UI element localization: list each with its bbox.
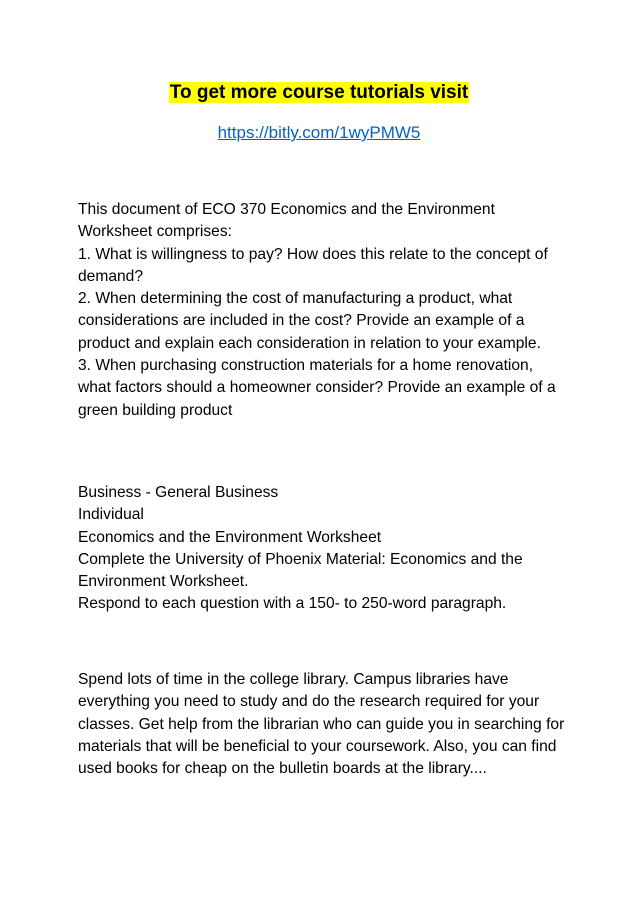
question-3: 3. When purchasing construction materials for a home renovation, what factors should a homeowner consider? Provide an example of a green building product xyxy=(78,357,556,419)
assignment-type: Individual xyxy=(78,506,144,524)
question-2: 2. When determining the cost of manufacturing a product, what considerations are included in the cost? Provide an example of a product and explain each consideration in relation to your example. xyxy=(78,290,541,352)
assignment-requirement: Respond to each question with a 150- to 250-word paragraph. xyxy=(78,595,507,613)
question-1: 1. What is willingness to pay? How does this relate to the concept of demand? xyxy=(78,245,548,285)
intro-paragraph: This document of ECO 370 Economics and the Environment Worksheet comprises: xyxy=(78,201,495,241)
assignment-title: Economics and the Environment Worksheet xyxy=(78,528,382,546)
tutorial-link-container xyxy=(0,121,638,145)
intro-section xyxy=(78,199,568,422)
tutorial-link[interactable]: https://bitly.com/1wyPMW5 xyxy=(217,123,421,142)
page-title-text: To get more course tutorials visit xyxy=(169,82,469,103)
assignment-instruction: Complete the University of Phoenix Material: Economics and the Environment Worksheet. xyxy=(78,550,523,591)
page-title xyxy=(0,80,638,106)
library-section xyxy=(78,669,568,780)
business-category: Business - General Business xyxy=(78,484,279,501)
library-paragraph: Spend lots of time in the college library. Campus libraries have everything you need to study and do the research required for your classes. Get help from the librarian who can guide you in searching for materials that will be beneficial to your coursework. Also, you can find used books for cheap on the bulletin boards at the library.... xyxy=(78,671,565,778)
business-section xyxy=(78,482,568,616)
